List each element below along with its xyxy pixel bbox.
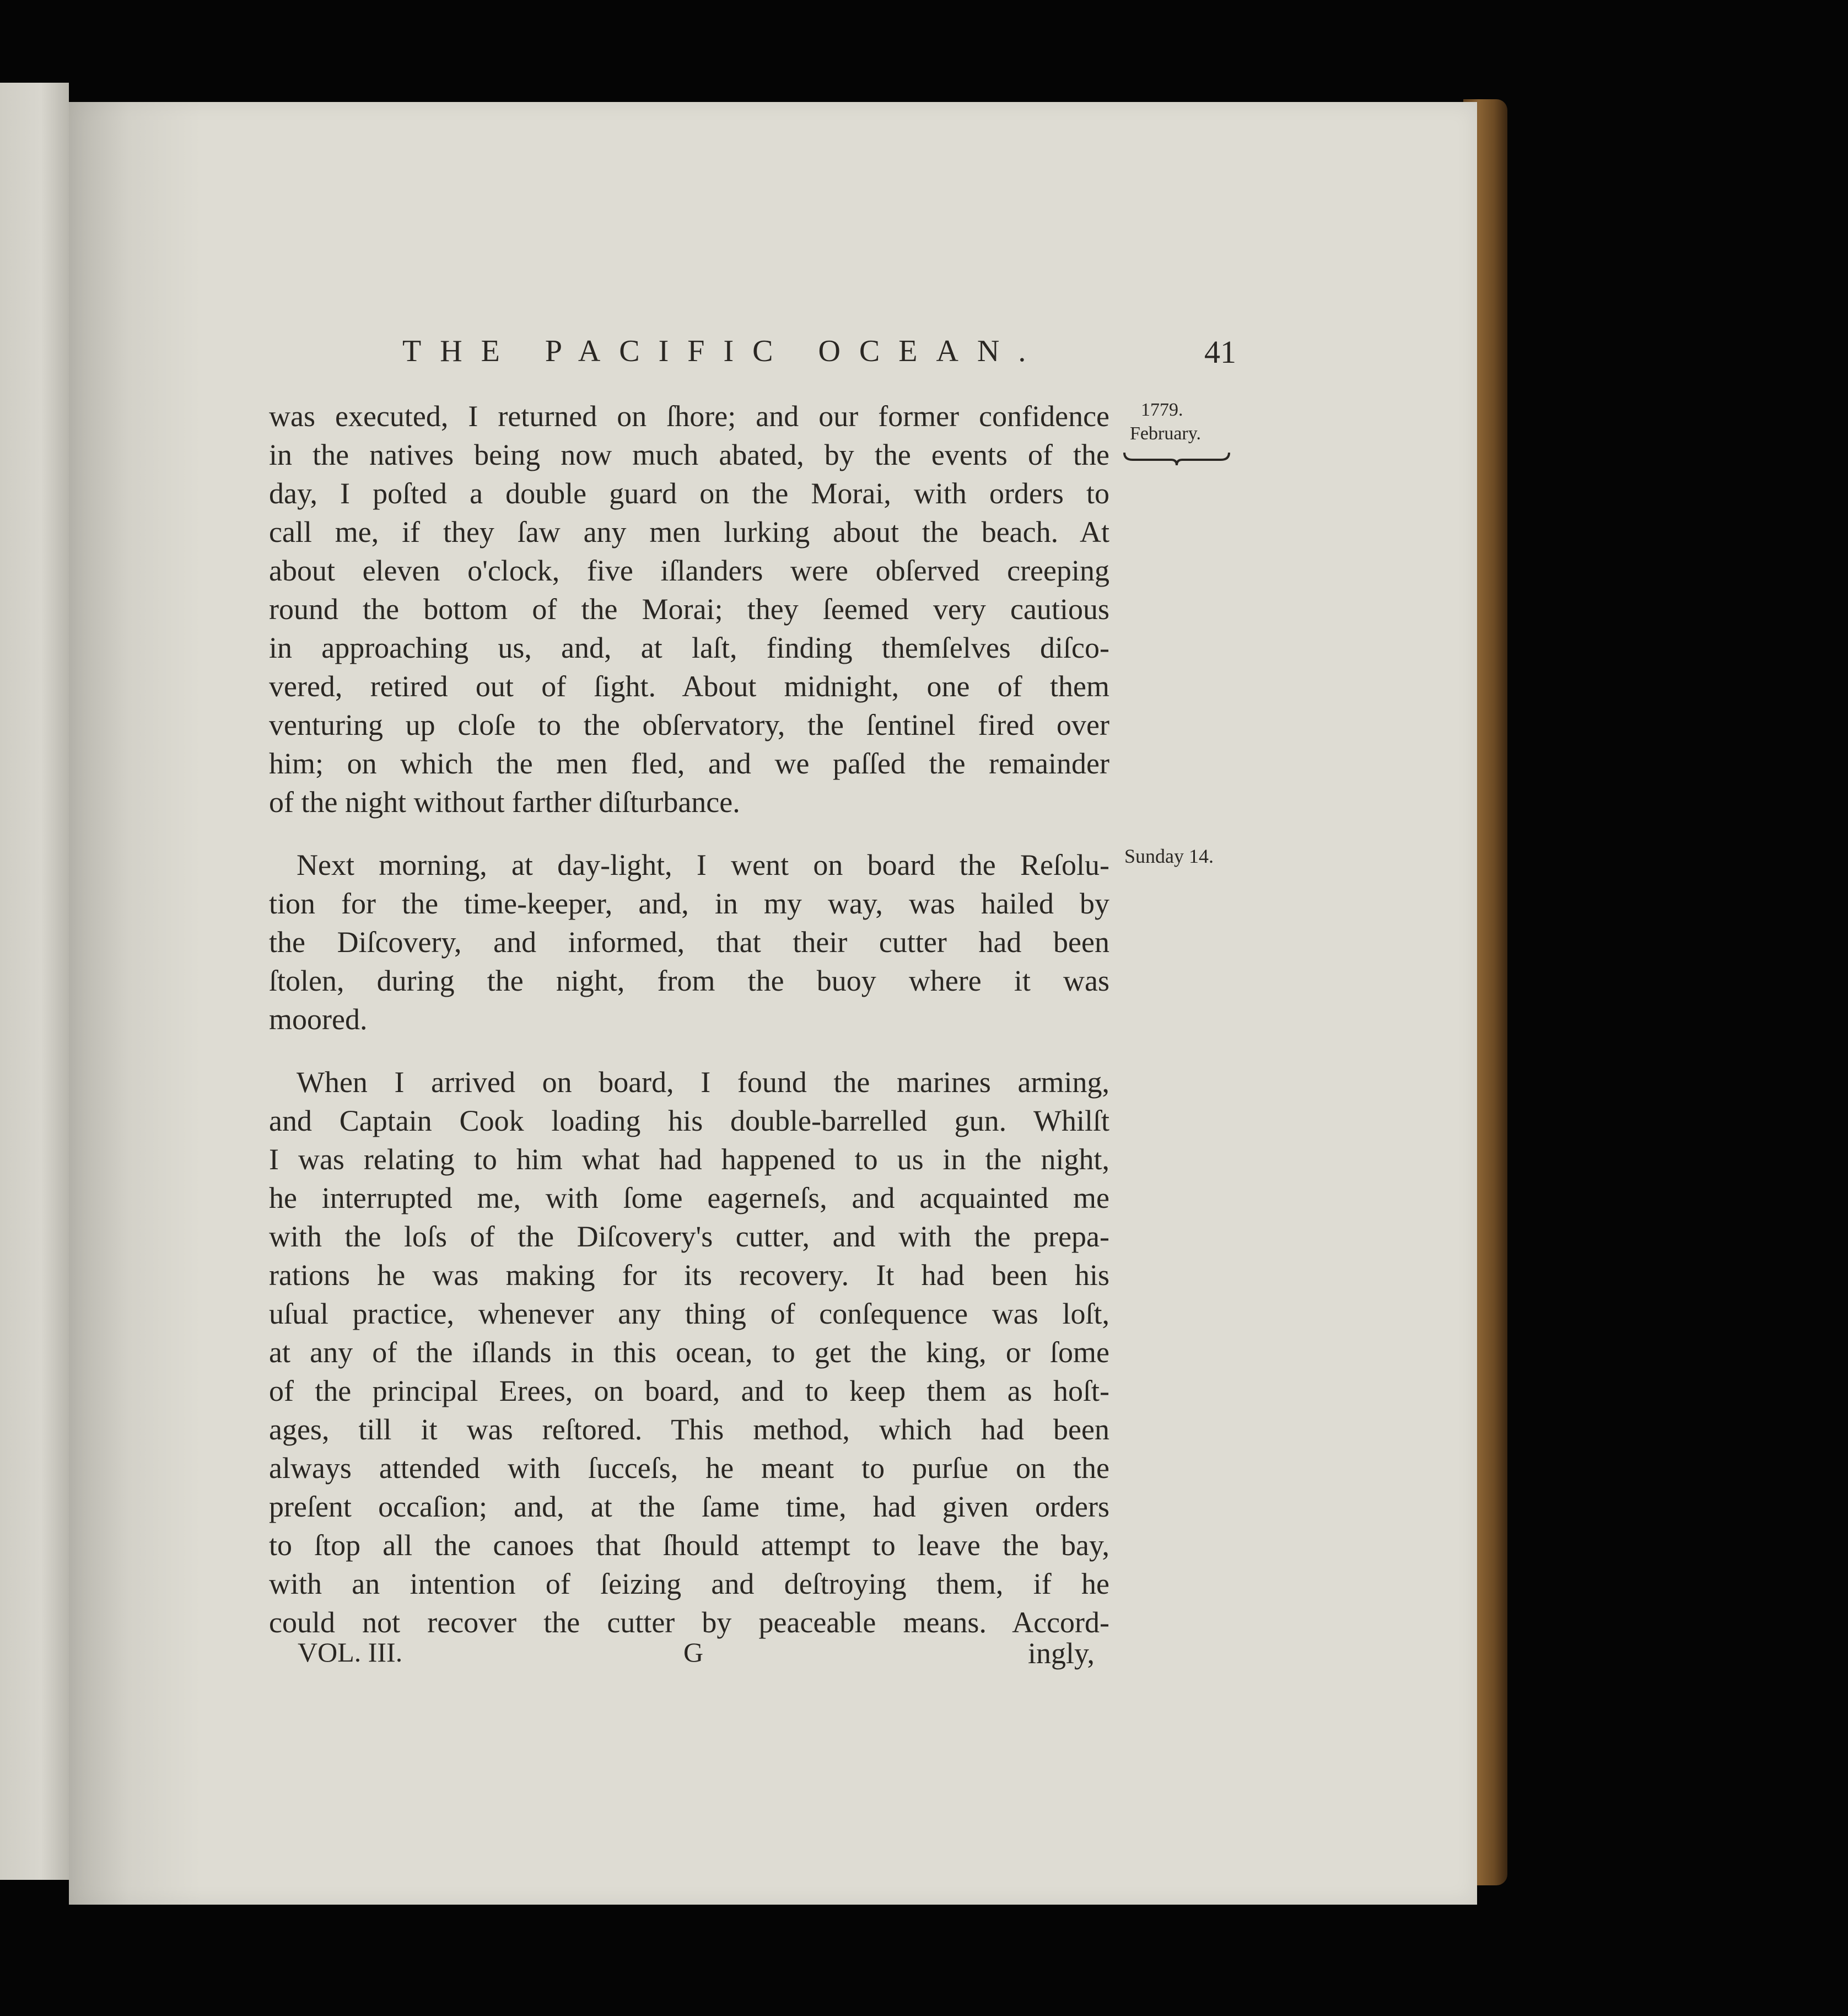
text-line: and Captain Cook loading his double-barrelled gun. Whilſt <box>269 1104 1109 1137</box>
text-line: in approaching us, and, at laſt, finding themſelves diſco- <box>269 631 1109 664</box>
page-number: 41 <box>1204 334 1236 370</box>
text-line: ages, till it was reſtored. This method, which had been <box>269 1413 1109 1446</box>
text-line: rations he was making for its recovery. It had been his <box>269 1259 1109 1292</box>
footer-catchword: ingly, <box>1028 1637 1095 1670</box>
paragraph-gap <box>269 821 1109 846</box>
running-head: THE PACIFIC OCEAN. <box>402 334 1045 368</box>
text-line: him; on which the men fled, and we paſſed the remainder <box>269 747 1109 780</box>
margin-note-day: Sunday 14. <box>1124 845 1214 867</box>
text-line: I was relating to him what had happened to us in the night, <box>269 1143 1109 1176</box>
margin-note-month: February. <box>1130 423 1202 444</box>
gutter-shadow <box>69 102 201 1905</box>
text-line: was executed, I returned on ſhore; and our former confidence <box>269 400 1109 433</box>
text-line: could not recover the cutter by peaceable means. Accord- <box>269 1606 1109 1639</box>
text-line: ſtolen, during the night, from the buoy where it was <box>269 964 1109 997</box>
footer-signature-mark: G <box>683 1637 704 1668</box>
text-line: always attended with ſucceſs, he meant to purſue on the <box>269 1451 1109 1485</box>
text-line: with the loſs of the Diſcovery's cutter, and with the prepa- <box>269 1220 1109 1253</box>
text-line: about eleven o'clock, five iſlanders were obſerved creeping <box>269 554 1109 587</box>
footer-volume: VOL. III. <box>298 1637 403 1668</box>
text-line: in the natives being now much abated, by the events of the <box>269 438 1109 471</box>
text-line: to ſtop all the canoes that ſhould attempt to leave the bay, <box>269 1529 1109 1562</box>
text-line: venturing up cloſe to the obſervatory, the ſentinel fired over <box>269 708 1109 741</box>
text-line: Next morning, at day-light, I went on board the Reſolu- <box>297 848 1109 881</box>
text-line: with an intention of ſeizing and deſtroying them, if he <box>269 1567 1109 1600</box>
margin-note-year: 1779. <box>1141 400 1183 420</box>
margin-brace-icon <box>1122 450 1232 466</box>
text-line: preſent occaſion; and, at the ſame time, had given orders <box>269 1490 1109 1523</box>
body-text <box>269 397 1109 1642</box>
text-line: uſual practice, whenever any thing of conſequence was loſt, <box>269 1297 1109 1330</box>
text-line: day, I poſted a double guard on the Morai, with orders to <box>269 477 1109 510</box>
text-line: vered, retired out of ſight. About midnight, one of them <box>269 670 1109 703</box>
text-line: of the principal Erees, on board, and to keep them as hoſt- <box>269 1374 1109 1407</box>
text-line: call me, if they ſaw any men lurking about the beach. At <box>269 515 1109 549</box>
text-line: When I arrived on board, I found the marines arming, <box>297 1066 1109 1099</box>
text-line: he interrupted me, with ſome eagerneſs, and acquainted me <box>269 1181 1109 1214</box>
text-line: at any of the iſlands in this ocean, to get the king, or ſome <box>269 1336 1109 1369</box>
paragraph-gap <box>269 1039 1109 1063</box>
text-line: moored. <box>269 1003 368 1036</box>
text-line: round the bottom of the Morai; they ſeemed very cautious <box>269 593 1109 626</box>
text-line: of the night without farther diſturbance. <box>269 786 740 819</box>
text-line: the Diſcovery, and informed, that their cutter had been <box>269 926 1109 959</box>
left-page-edge <box>0 83 69 1880</box>
text-line: tion for the time-keeper, and, in my way, was hailed by <box>269 887 1109 920</box>
